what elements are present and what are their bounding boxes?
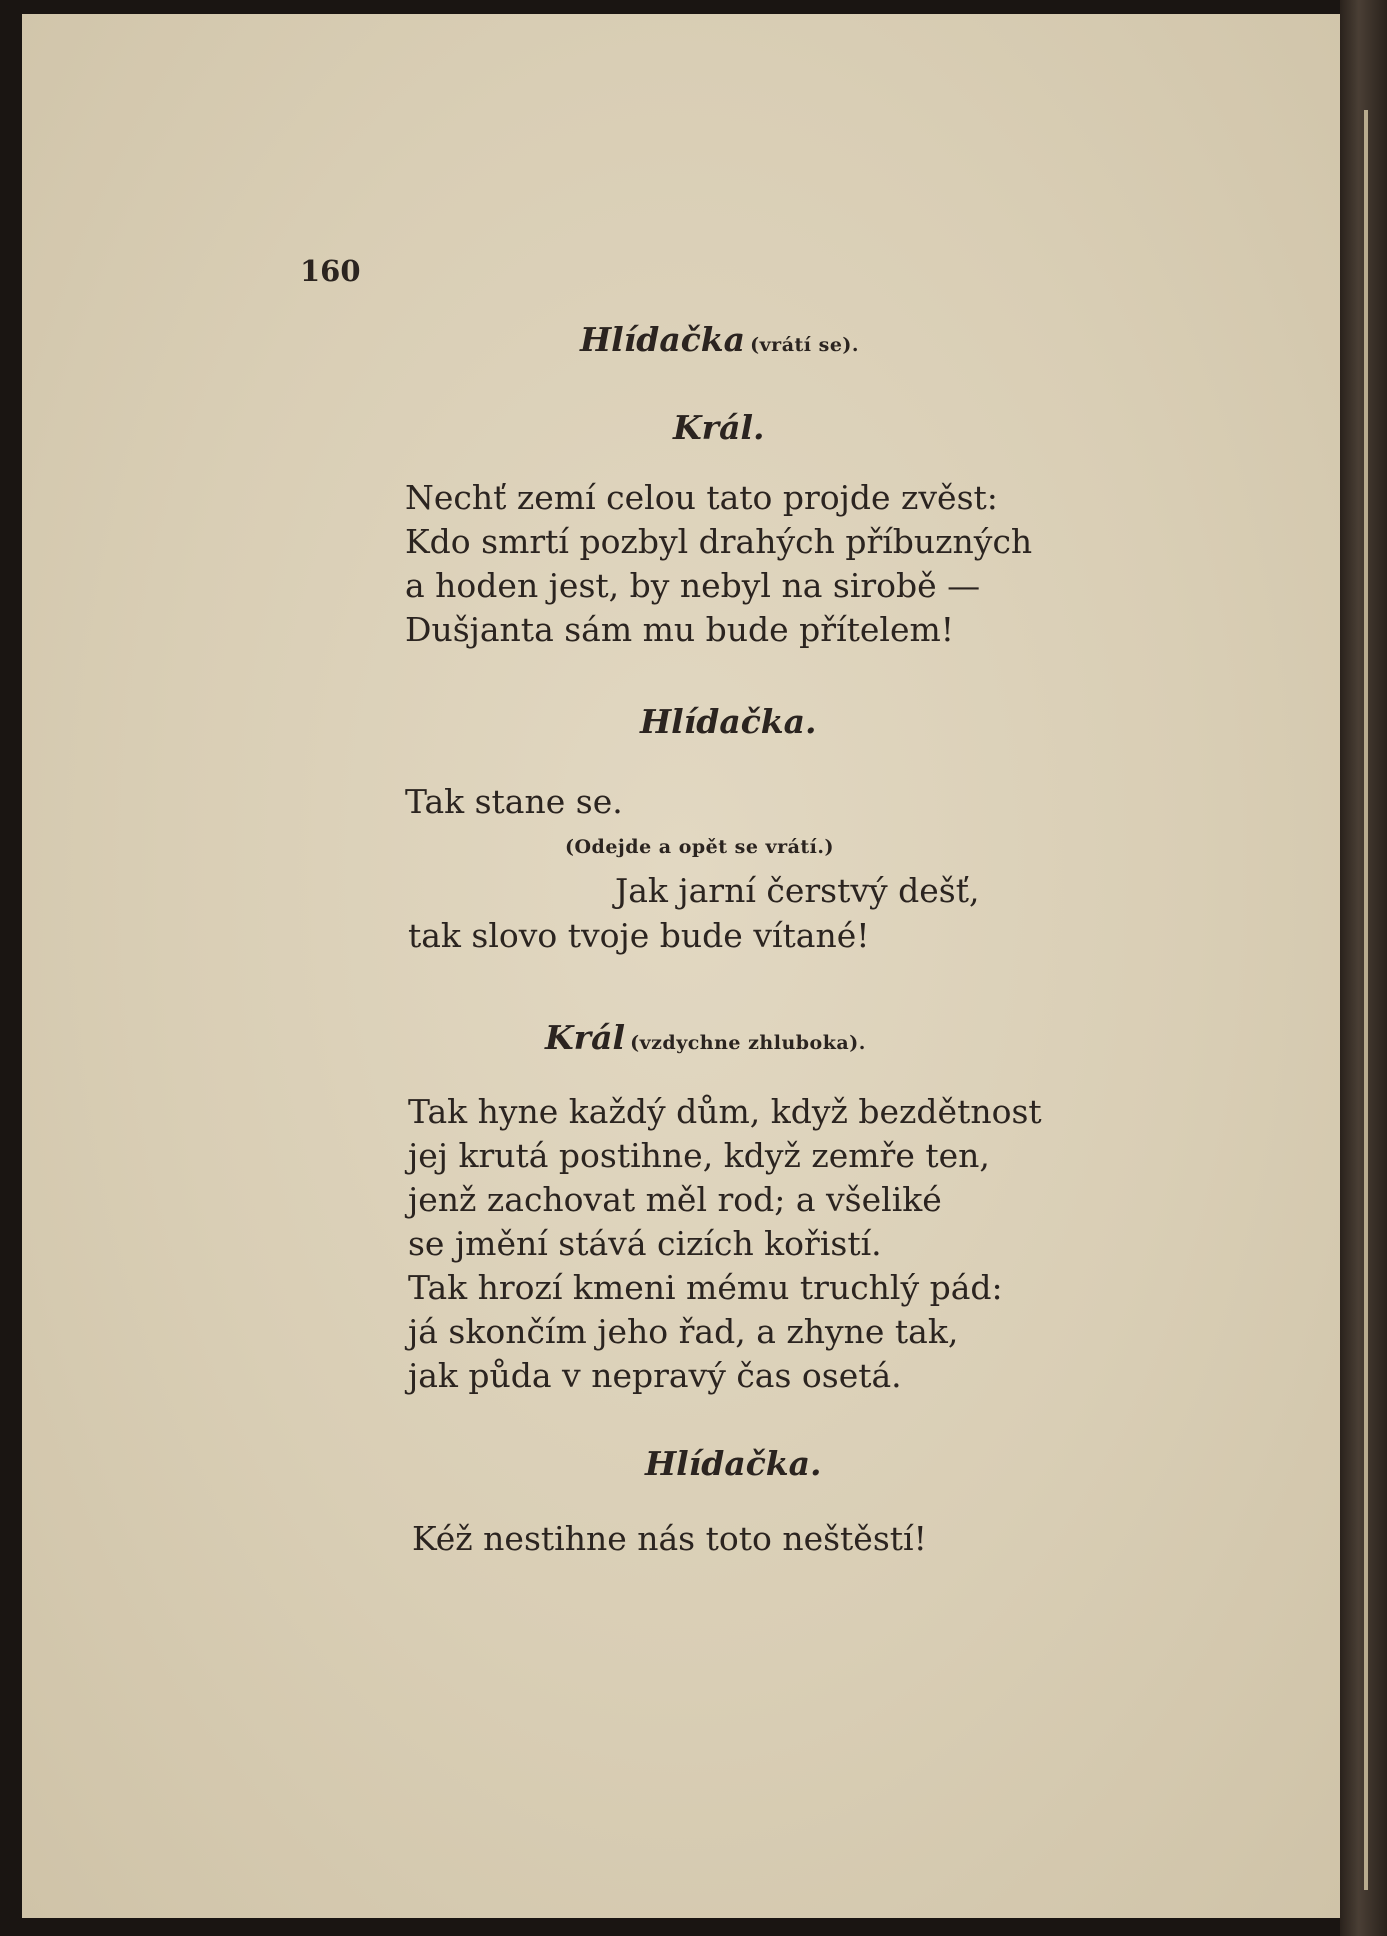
speaker-heading-hlidacka-2: Hlídačka. bbox=[640, 702, 817, 741]
verse-line-jak-jarni: Jak jarní čerstvý dešť, bbox=[615, 871, 980, 910]
verse-line: Kdo smrtí pozbyl drahých příbuzných bbox=[405, 522, 1033, 561]
verse-line: se jmění stává cizích kořistí. bbox=[408, 1224, 882, 1263]
speaker-name: Král bbox=[545, 1018, 625, 1057]
stage-direction: (vrátí se). bbox=[750, 334, 860, 356]
verse-line: jej krutá postihne, když zemře ten, bbox=[408, 1136, 990, 1175]
spine-edge bbox=[1364, 110, 1368, 1890]
speaker-heading-hlidacka-3: Hlídačka. bbox=[645, 1444, 822, 1483]
verse-line: jak půda v nepravý čas osetá. bbox=[408, 1356, 902, 1395]
speaker-heading-hlidacka-1 bbox=[580, 320, 859, 359]
verse-line: Tak hyne každý dům, když bezdětnost bbox=[408, 1092, 1042, 1131]
speaker-heading-kral-2 bbox=[545, 1018, 866, 1057]
stage-direction: (vzdychne zhluboka). bbox=[630, 1032, 866, 1054]
paper-sheet bbox=[22, 14, 1340, 1918]
verse-line: já skončím jeho řad, a zhyne tak, bbox=[408, 1312, 959, 1351]
stage-direction-odejde: (Odejde a opět se vrátí.) bbox=[565, 836, 834, 858]
verse-line: Nechť zemí celou tato projde zvěst: bbox=[405, 478, 998, 517]
verse-line-tak-stane-se: Tak stane se. bbox=[405, 782, 623, 821]
speaker-name: Hlídačka bbox=[580, 320, 746, 359]
speaker-heading-kral-1: Král. bbox=[673, 408, 765, 447]
verse-block-1 bbox=[405, 476, 1032, 652]
verse-block-2 bbox=[408, 1090, 1042, 1398]
verse-line: jenž zachovat měl rod; a všeliké bbox=[408, 1180, 942, 1219]
page-number: 160 bbox=[300, 254, 361, 288]
verse-line: Dušjanta sám mu bude přítelem! bbox=[405, 610, 955, 649]
verse-line: Tak hrozí kmeni mému truchlý pád: bbox=[408, 1268, 1003, 1307]
verse-line-tak-slovo: tak slovo tvoje bude vítané! bbox=[408, 916, 870, 955]
verse-line: a hoden jest, by nebyl na sirobě — bbox=[405, 566, 981, 605]
verse-line-kez-nestihne: Kéž nestihne nás toto neštěstí! bbox=[412, 1519, 927, 1558]
